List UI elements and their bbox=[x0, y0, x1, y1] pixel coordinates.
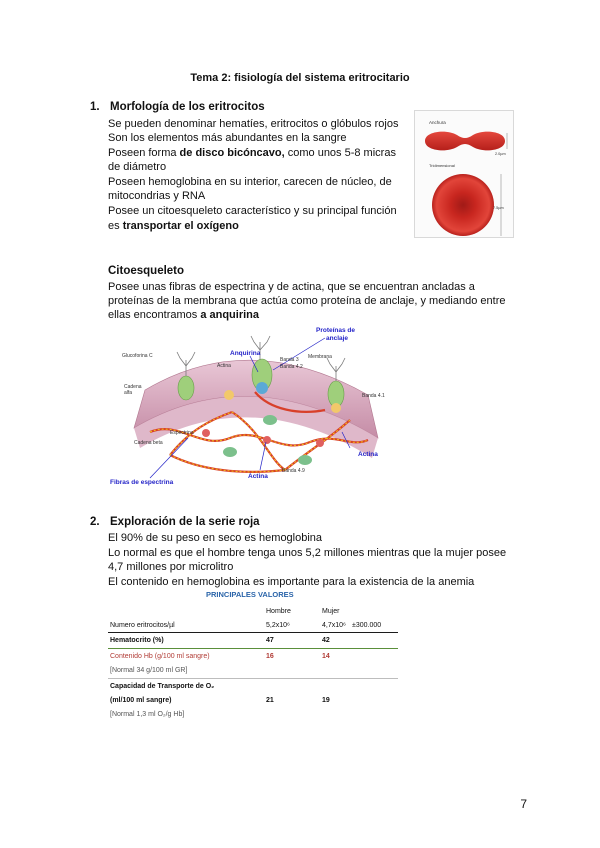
s1-line-6: mitocondrias y RNA bbox=[108, 190, 206, 202]
cytoskeleton-heading: Citoesqueleto bbox=[108, 265, 185, 277]
values-table bbox=[108, 590, 408, 725]
s1-line-5: Poseen hemoglobina en su interior, carecen de núcleo, de bbox=[108, 176, 392, 188]
row-hematocrito-hombre: 47 bbox=[266, 637, 274, 644]
row-o2-mujer: 19 bbox=[322, 697, 330, 704]
s2-line-3: 4,7 millones por microlitro bbox=[108, 561, 234, 573]
label-membrana: Membrana bbox=[308, 354, 332, 360]
row-o2-hombre: 21 bbox=[266, 697, 274, 704]
row-hb-hombre: 16 bbox=[266, 653, 274, 660]
s1-line-7: Posee un citoesqueleto característico y su principal función bbox=[108, 205, 397, 217]
label-banda41: Banda 4.1 bbox=[362, 393, 385, 399]
s2-line-2: Lo normal es que el hombre tenga unos 5,2 millones mientras que la mujer posee bbox=[108, 547, 507, 559]
label-cadena-alfa-2: alfa bbox=[124, 390, 133, 396]
label-actina-top: Actina bbox=[217, 363, 231, 369]
label-glucoforina: Glucoforina C bbox=[122, 353, 153, 359]
table-rule-mid bbox=[108, 678, 398, 679]
row-hb-label: Contenido Hb (g/100 ml sangre) bbox=[110, 653, 210, 660]
row-o2-units: (ml/100 ml sangre) bbox=[110, 697, 172, 704]
table-rule-green bbox=[108, 648, 398, 649]
col-mujer: Mujer bbox=[322, 608, 340, 615]
cyto-line-3: ellas encontramos a anquirina bbox=[108, 309, 260, 321]
row-hb-mujer: 14 bbox=[322, 653, 330, 660]
label-cadena-beta: Cadena beta bbox=[134, 440, 163, 446]
label-banda49: Banda 4.9 bbox=[282, 468, 305, 474]
section-1-heading: Morfología de los eritrocitos bbox=[110, 101, 265, 113]
s1-line-3: Poseen forma de disco bicóncavo, como unos 5-8 micras bbox=[108, 147, 396, 159]
label-banda3: Banda 3 bbox=[280, 357, 299, 363]
figure-label-mid: Tridimensional bbox=[429, 163, 455, 168]
s1-line-8: es transportar el oxígeno bbox=[108, 220, 239, 232]
s2-line-4: El contenido en hemoglobina es importante para la existencia de la anemia bbox=[108, 576, 475, 588]
label-espectrina: Espectrina bbox=[170, 430, 194, 436]
rbc-top-view bbox=[432, 174, 494, 236]
figure-dim-bottom: 7.5µm bbox=[493, 206, 504, 210]
cyto-line-1: Posee unas fibras de espectrina y de actina, que se encuentran ancladas a bbox=[108, 281, 475, 293]
section-2-heading: Exploración de la serie roja bbox=[110, 516, 260, 528]
erythrocyte-figure bbox=[414, 110, 514, 238]
row-o2-normal: [Normal 1,3 ml O₂/g Hb] bbox=[110, 711, 185, 718]
page-title: Tema 2: fisiología del sistema eritrocitario bbox=[190, 72, 410, 84]
label-actina-right: Actina bbox=[358, 451, 378, 458]
rbc-side-view bbox=[425, 132, 505, 151]
row-hematocrito-mujer: 42 bbox=[322, 637, 330, 644]
cytoskeleton-illustration bbox=[110, 320, 390, 490]
figure-label-top: Anchura bbox=[429, 120, 446, 125]
cyto-line-2: proteínas de la membrana que actúa como proteína de anclaje, y mediando entre bbox=[108, 295, 506, 307]
s2-line-1: El 90% de su peso en seco es hemoglobina bbox=[108, 532, 323, 544]
erythrocyte-illustration bbox=[415, 111, 515, 239]
label-banda42: Banda 4.2 bbox=[280, 364, 303, 370]
row-hb-normal: [Normal 34 g/100 ml GR] bbox=[110, 667, 188, 674]
label-anquirina: Anquirina bbox=[230, 350, 261, 357]
cytoskeleton-diagram bbox=[110, 320, 390, 490]
label-proteinas-2: anclaje bbox=[326, 335, 349, 342]
s1-line-4: de diámetro bbox=[108, 161, 167, 173]
row-eritrocitos-extra: ±300.000 bbox=[352, 622, 382, 629]
row-eritrocitos-hombre: 5,2x10⁶ bbox=[266, 622, 290, 629]
label-proteinas-1: Proteínas de bbox=[316, 327, 356, 334]
table-title: PRINCIPALES VALORES bbox=[206, 590, 294, 599]
label-cadena-alfa-1: Cadena bbox=[124, 384, 142, 390]
row-o2-label: Capacidad de Transporte de O₂ bbox=[110, 683, 215, 690]
section-2-number: 2. bbox=[90, 516, 100, 528]
row-eritrocitos-mujer: 4,7x10⁶ bbox=[322, 622, 346, 629]
section-1-number: 1. bbox=[90, 101, 100, 113]
page-number: 7 bbox=[520, 797, 527, 811]
figure-dim-top: 2.0µm bbox=[495, 152, 506, 156]
label-actina-bottom: Actina bbox=[248, 473, 268, 480]
s1-line-2: Son los elementos más abundantes en la sangre bbox=[108, 132, 347, 144]
row-hematocrito-label: Hematocrito (%) bbox=[110, 637, 164, 644]
table-rule-top bbox=[108, 632, 398, 633]
row-eritrocitos-label: Numero eritrocitos/µl bbox=[110, 622, 175, 629]
col-hombre: Hombre bbox=[266, 608, 291, 615]
label-fibras: Fibras de espectrina bbox=[110, 479, 174, 486]
s1-line-1: Se pueden denominar hematíes, eritrocitos o glóbulos rojos bbox=[108, 118, 399, 130]
